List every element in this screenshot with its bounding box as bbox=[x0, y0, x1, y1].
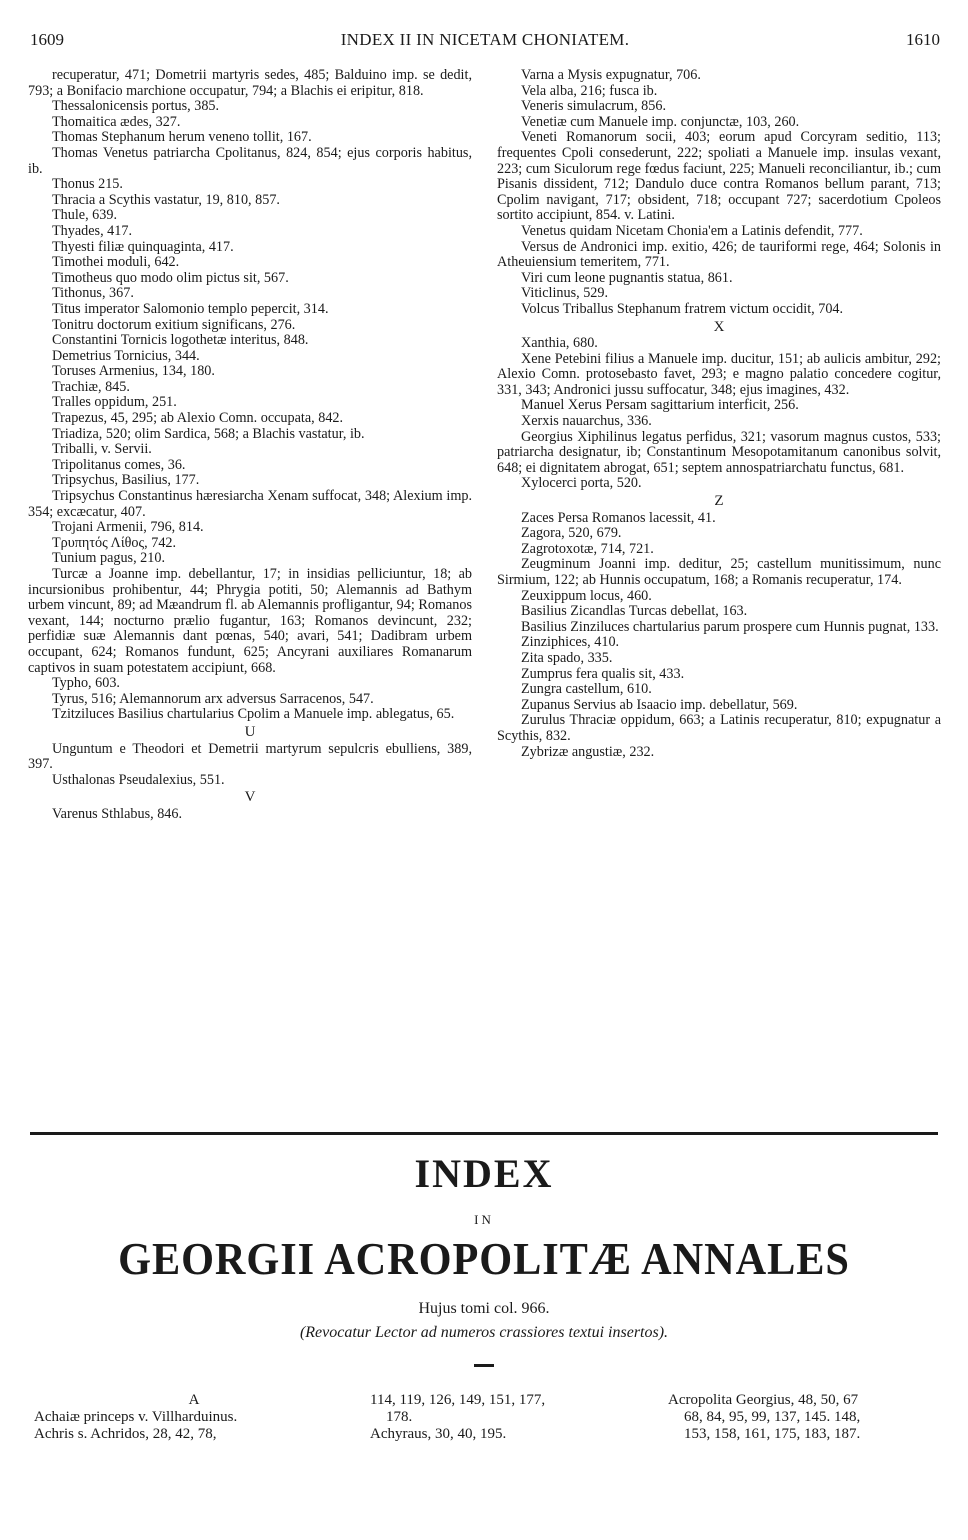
index-letter-heading: U bbox=[244, 723, 256, 740]
index-entry: Zita spado, 335. bbox=[521, 649, 613, 666]
index-entry: Zeuxippum locus, 460. bbox=[521, 587, 652, 604]
index-entry: Trapezus, 45, 295; ab Alexio Comn. occupata, 842. bbox=[52, 410, 344, 427]
index-entry: Xanthia, 680. bbox=[521, 335, 598, 352]
index-entry: Veneris simulacrum, 856. bbox=[521, 98, 666, 115]
index-entry: Tripsychus Constantinus hæresiarcha Xenam suffocat, 348; Alexium imp. 354; excæcatur, 407. bbox=[28, 488, 472, 520]
index-entry: 178. bbox=[386, 1409, 413, 1425]
index-entry: Tithonus, 367. bbox=[52, 285, 134, 302]
index-entry: Thracia a Scythis vastatur, 19, 810, 857. bbox=[52, 191, 280, 208]
index-entry: Viri cum leone pugnantis statua, 861. bbox=[521, 269, 733, 286]
index-entry: Triballi, v. Servii. bbox=[52, 441, 152, 458]
index-entry: Achaiæ princeps v. Villharduinus. bbox=[34, 1409, 238, 1425]
section-note: (Revocatur Lector ad numeros crassiores textui insertos). bbox=[299, 1324, 669, 1341]
index-entry: Tonitru doctorum exitium significans, 276. bbox=[52, 316, 296, 333]
index-entry: Typho, 603. bbox=[52, 675, 120, 692]
index-letter-heading: Z bbox=[714, 493, 724, 510]
index-entry: Usthalonas Pseudalexius, 551. bbox=[52, 771, 225, 788]
index-entry: Varna a Mysis expugnatur, 706. bbox=[521, 67, 701, 83]
index-entry: Venetus quidam Nicetam Chonia'em a Latinis defendit, 777. bbox=[521, 222, 863, 239]
index-entry: Unguntum e Theodori et Demetrii martyrum sepulcris ebulliens, 389, 397. bbox=[28, 740, 472, 773]
section-divider bbox=[30, 1132, 938, 1135]
index-entry: Τρυπητός Λίθος, 742. bbox=[52, 534, 177, 551]
section-title-in: IN bbox=[474, 1212, 494, 1227]
index-entry: Thyades, 417. bbox=[52, 222, 132, 239]
index-entry: Thessalonicensis portus, 385. bbox=[52, 98, 220, 115]
index-entry: Varenus Sthlabus, 846. bbox=[52, 805, 183, 822]
index-entry: Tripsychus, Basilius, 177. bbox=[52, 472, 200, 489]
index-entry: Zagora, 520, 679. bbox=[521, 525, 622, 542]
running-title: INDEX II IN NICETAM CHONIATEM. bbox=[340, 30, 630, 49]
index-column-left bbox=[28, 68, 472, 823]
index-entry: 153, 158, 161, 175, 183, 187. bbox=[684, 1426, 861, 1442]
bottom-column-1 bbox=[34, 1392, 354, 1443]
index-entry: Timothei moduli, 642. bbox=[52, 254, 180, 271]
index-entry: Zurulus Thraciæ oppidum, 663; a Latinis recuperatur, 810; expugnatur a Scythis, 832. bbox=[497, 712, 941, 744]
index-entry: Zeugminum Joanni imp. deditur, 25; castellum munitissimum, nunc Sirmium, 122; ab Hunnis occupatum, 168; a Romanis recuperatur, 174. bbox=[497, 556, 941, 588]
index-entry: Xylocerci porta, 520. bbox=[521, 475, 642, 492]
index-entry: Thule, 639. bbox=[52, 207, 118, 224]
index-entry: Thyesti filiæ quinquaginta, 417. bbox=[52, 238, 234, 255]
index-entry: Basilius Zicandlas Turcas debellat, 163. bbox=[521, 603, 748, 620]
index-letter-heading: A bbox=[188, 1392, 200, 1408]
index-entry: Vela alba, 216; fusca ib. bbox=[521, 82, 658, 99]
index-entry: Toruses Armenius, 134, 180. bbox=[52, 363, 215, 380]
index-entry: Versus de Andronici imp. exitio, 426; de tauriformi rege, 464; Solonis in Atheuiensium temeritem, 771. bbox=[497, 238, 941, 271]
index-entry: Demetrius Tornicius, 344. bbox=[52, 347, 200, 364]
index-entry: Viticlinus, 529. bbox=[521, 285, 609, 302]
section-title-main: GEORGII ACROPOLITÆ ANNALES bbox=[118, 1233, 850, 1284]
index-entry: Zumprus fera qualis sit, 433. bbox=[521, 665, 685, 682]
index-entry: Xerxis nauarchus, 336. bbox=[521, 413, 652, 430]
index-entry: Triadiza, 520; olim Sardica, 568; a Blachis vastatur, ib. bbox=[52, 425, 365, 442]
index-entry: Veneti Romanorum socii, 403; eorum apud Corcyram seditio, 113; frequentes Cpoli consederunt, 222; spoliati a Manuele imp. insulas vexant, 223; cum Siculorum rege fœdus faciunt, 225; Manueli reconciliantur, ib.; cum Pisanis dissident, 712; Dandulo duce contra Romanos bellum parant, 713; Cpolim navigant, 717; obsident, 718; occupant 727; sacerdotium Cpoleos sortito accipiunt, 854. v. Latini. bbox=[497, 129, 941, 224]
index-entry: Trojani Armenii, 796, 814. bbox=[52, 519, 204, 536]
index-entry: Zungra castellum, 610. bbox=[521, 681, 652, 698]
section-subtitle: Hujus tomi col. 966. bbox=[418, 1300, 550, 1317]
index-entry: Venetiæ cum Manuele imp. conjunctæ, 103, 260. bbox=[521, 113, 800, 130]
index-letter-heading: X bbox=[713, 318, 725, 335]
index-entry: Trachiæ, 845. bbox=[52, 378, 130, 395]
page-number-right: 1610 bbox=[906, 30, 940, 49]
index-entry: 68, 84, 95, 99, 137, 145. 148, bbox=[684, 1409, 861, 1425]
index-entry: Volcus Triballus Stephanum fratrem victum occidit, 704. bbox=[521, 300, 844, 317]
index-entry: Achris s. Achridos, 28, 42, 78, bbox=[34, 1426, 217, 1442]
index-entry: Constantini Tornicis logothetæ interitus, 848. bbox=[52, 332, 309, 349]
index-entry: Tyrus, 516; Alemannorum arx adversus Sarracenos, 547. bbox=[52, 690, 374, 707]
index-entry: Zaces Persa Romanos lacessit, 41. bbox=[521, 509, 716, 526]
index-entry: Timotheus quo modo olim pictus sit, 567. bbox=[52, 269, 289, 286]
index-entry: Thomas Stephanum herum veneno tollit, 167. bbox=[52, 129, 312, 146]
index-entry: Thomas Venetus patriarcha Cpolitanus, 824, 854; ejus corporis habitus, ib. bbox=[28, 144, 472, 177]
bottom-column-3 bbox=[668, 1392, 946, 1443]
index-entry: Zagrotoxotæ, 714, 721. bbox=[521, 540, 654, 557]
index-entry: recuperatur, 471; Dometrii martyris sedes, 485; Balduino imp. se dedit, 793; a Bonifacio marchione occupatur, 794; a Blachis ei eripitur, 818. bbox=[28, 67, 472, 99]
index-entry: Titus imperator Salomonio templo pepercit, 314. bbox=[52, 300, 329, 317]
page-number-left: 1609 bbox=[30, 30, 64, 49]
index-entry: Thomaitica ædes, 327. bbox=[52, 113, 181, 130]
index-entry: Tralles oppidum, 251. bbox=[52, 394, 177, 411]
index-entry: Xene Petebini filius a Manuele imp. ducitur, 151; ab aulicis ambitur, 292; Alexio Comn. protosebasto favet, 293; e magno palatio concedere cogitur, 331, 343; Andronici jussu suffocatur, 348; ejus imagines, 432. bbox=[497, 350, 941, 398]
index-entry: Basilius Zinziluces chartularius parum prospere cum Hunnis pugnat, 133. bbox=[521, 618, 939, 635]
index-entry: Zinziphices, 410. bbox=[521, 634, 620, 651]
bottom-column-2 bbox=[370, 1392, 660, 1443]
index-entry: Georgius Xiphilinus legatus perfidus, 321; vasorum magnus custos, 533; patriarcha designatur, ib; Constantinum Mesopotamitanum canonibus solvit, 648; ei dignitatem abrogat, 651; septem annospatriarchatu functus, 681. bbox=[497, 428, 941, 476]
index-entry: Zybrizæ angustiæ, 232. bbox=[521, 743, 655, 760]
index-entry: Turcæ a Joanne imp. debellantur, 17; in insidias pelliciuntur, 18; ab incursionibus prohibentur, 44; Phrygia potiti, 50; Alemannis ad Bathym urbem vincunt, 89; ad Mæandrum fl. ab Alemannis profligantur, 94; Romanos vexant, 144; nocturno prælio fugantur, 163; Romanos devincunt, 232; perfidiæ suæ Alemannis dant pœnas, 540; avari, 541; Dadibram urbem occupant, 624; Romanos fundunt, 625; Ancyrani auxiliares Romanarum captivos in suam potestatem accipiunt, 668. bbox=[28, 566, 472, 676]
index-entry: 114, 119, 126, 149, 151, 177, bbox=[370, 1392, 546, 1408]
index-entry: Thonus 215. bbox=[52, 176, 123, 193]
index-entry: Tunium pagus, 210. bbox=[52, 550, 165, 567]
index-column-right bbox=[497, 68, 941, 760]
section-title-index: INDEX bbox=[414, 1151, 554, 1196]
index-letter-heading: V bbox=[244, 789, 256, 806]
running-header bbox=[30, 30, 940, 52]
index-entry: Achyraus, 30, 40, 195. bbox=[370, 1426, 507, 1442]
short-rule bbox=[474, 1364, 494, 1367]
index-entry: Tzitziluces Basilius chartularius Cpolim a Manuele imp. ablegatus, 65. bbox=[52, 706, 455, 723]
index-entry: Manuel Xerus Persam sagittarium interficit, 256. bbox=[521, 397, 799, 414]
index-entry: Zupanus Servius ab Isaacio imp. debellatur, 569. bbox=[521, 696, 798, 713]
index-entry: Tripolitanus comes, 36. bbox=[52, 456, 186, 473]
index-entry: Acropolita Georgius, 48, 50, 67 bbox=[668, 1392, 859, 1408]
